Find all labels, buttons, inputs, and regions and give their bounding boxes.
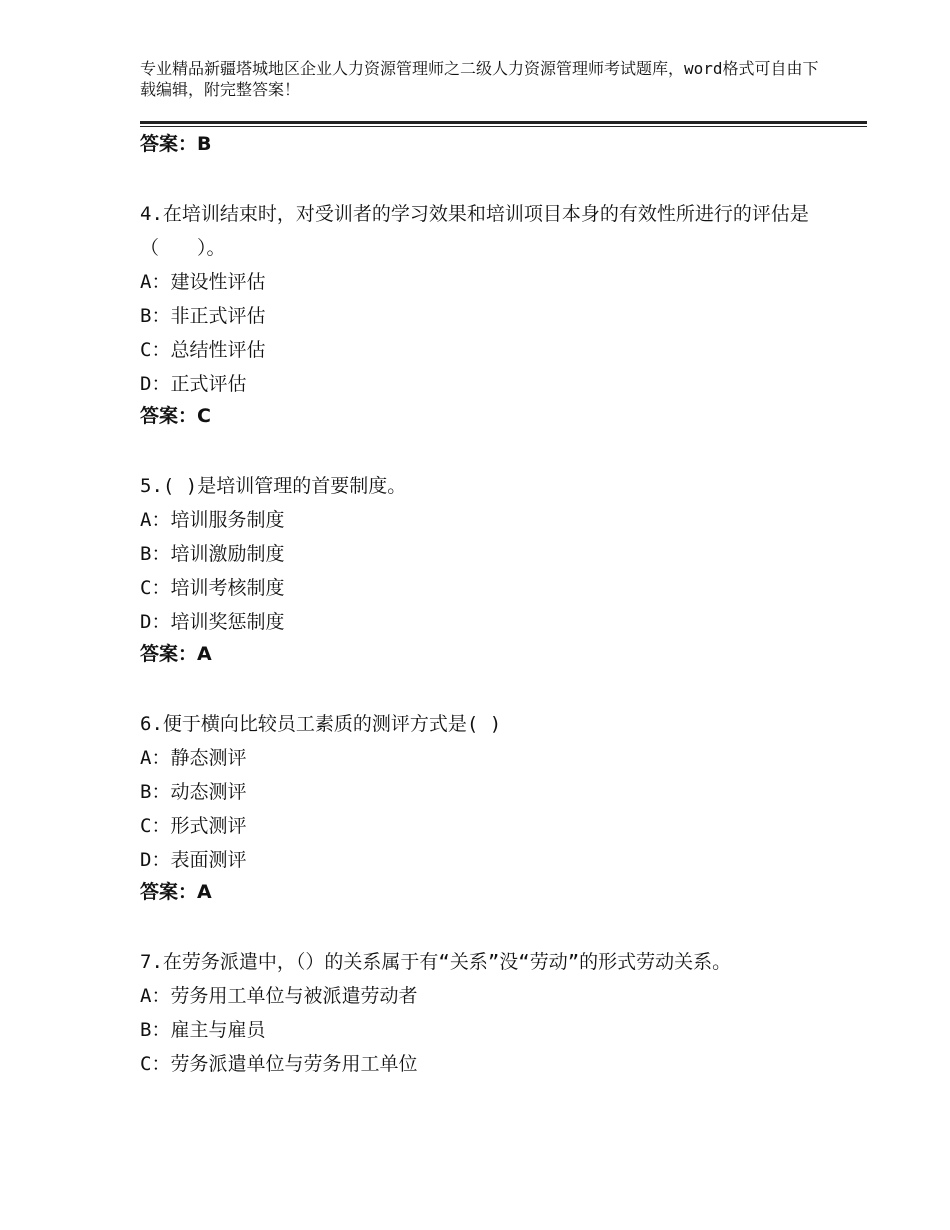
- question-4: [140, 197, 820, 431]
- option-c: C：劳务派遣单位与劳务用工单位: [140, 1053, 418, 1075]
- question-stem: 7.在劳务派遣中，（）的关系属于有“关系”没“劳动”的形式劳动关系。: [140, 951, 732, 973]
- option-a: A：建设性评估: [140, 271, 266, 293]
- question-5: [140, 469, 820, 669]
- option-d: D：培训奖惩制度: [140, 611, 285, 633]
- document-header: 专业精品新疆塔城地区企业人力资源管理师之二级人力资源管理师考试题库，word格式可自由下载编辑，附完整答案！: [140, 59, 819, 99]
- option-a: A：培训服务制度: [140, 509, 285, 531]
- option-b: B：动态测评: [140, 781, 247, 803]
- question-stem: 5.( )是培训管理的首要制度。: [140, 475, 407, 497]
- option-b: B：雇主与雇员: [140, 1019, 266, 1041]
- option-b: B：非正式评估: [140, 305, 266, 327]
- option-d: D：表面测评: [140, 849, 247, 871]
- question-stem: 6.便于横向比较员工素质的测评方式是( ): [140, 713, 502, 735]
- answer: 答案：C: [140, 405, 211, 427]
- option-c: C：形式测评: [140, 815, 247, 837]
- option-c: C：总结性评估: [140, 339, 266, 361]
- option-c: C：培训考核制度: [140, 577, 285, 599]
- question-list: [140, 128, 820, 1081]
- answer: 答案：A: [140, 881, 212, 903]
- option-b: B：培训激励制度: [140, 543, 285, 565]
- option-a: A：劳务用工单位与被派遣劳动者: [140, 985, 418, 1007]
- question-6: [140, 707, 820, 907]
- header-divider: [140, 121, 867, 127]
- answer: 答案：A: [140, 643, 212, 665]
- option-a: A：静态测评: [140, 747, 247, 769]
- question-7: [140, 945, 820, 1081]
- previous-answer: 答案：B: [140, 133, 212, 155]
- question-stem: 4.在培训结束时，对受训者的学习效果和培训项目本身的有效性所进行的评估是（ ）。: [140, 203, 809, 259]
- option-d: D：正式评估: [140, 373, 247, 395]
